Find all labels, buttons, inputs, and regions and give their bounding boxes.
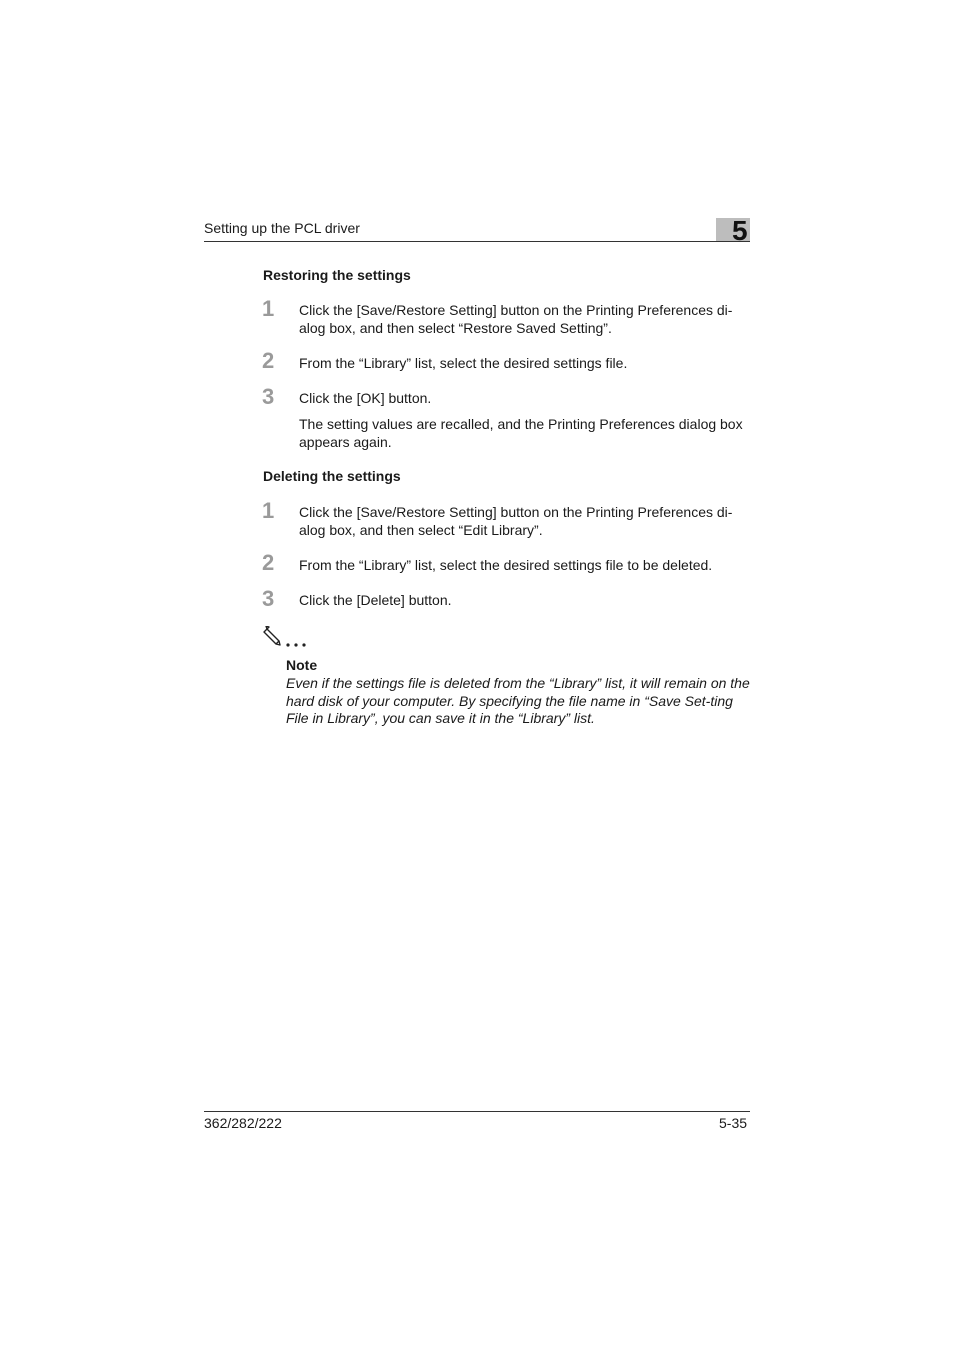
running-header: Setting up the PCL driver (204, 220, 360, 236)
pencil-note-icon (263, 626, 311, 648)
step-number: 3 (262, 384, 275, 409)
section-title-deleting: Deleting the settings (263, 468, 401, 484)
footer-rule (204, 1111, 750, 1112)
step-text: Click the [Save/Restore Setting] button on the Printing Preferences di-alog box, and then select “Restore Saved Setting”. (299, 302, 733, 336)
step-number: 3 (262, 586, 275, 611)
footer-model: 362/282/222 (204, 1115, 282, 1131)
note-title: Note (286, 657, 318, 673)
step-text: From the “Library” list, select the desired settings file to be deleted. (299, 557, 713, 573)
note-text: Even if the settings file is deleted from the “Library” list, it will remain on the hard disk of your computer. By specifying the file name in “Save Set-ting File in Library”, you can save it in the “Library” list. (286, 675, 750, 726)
step-number: 1 (262, 296, 275, 321)
step-text: From the “Library” list, select the desired settings file. (299, 355, 628, 371)
step-text: Click the [Save/Restore Setting] button on the Printing Preferences di-alog box, and then select “Edit Library”. (299, 504, 733, 538)
section-title-restoring: Restoring the settings (263, 267, 411, 283)
header-rule (204, 241, 750, 242)
step-text: Click the [Delete] button. (299, 592, 452, 608)
step-number: 2 (262, 550, 275, 575)
page-number: 5-35 (719, 1115, 748, 1131)
step-number: 1 (262, 498, 275, 523)
step-text: Click the [OK] button. (299, 390, 432, 406)
chapter-number: 5 (732, 215, 748, 246)
step-number: 2 (262, 348, 275, 373)
step-result-text: The setting values are recalled, and the Printing Preferences dialog box appears again. (299, 416, 743, 450)
